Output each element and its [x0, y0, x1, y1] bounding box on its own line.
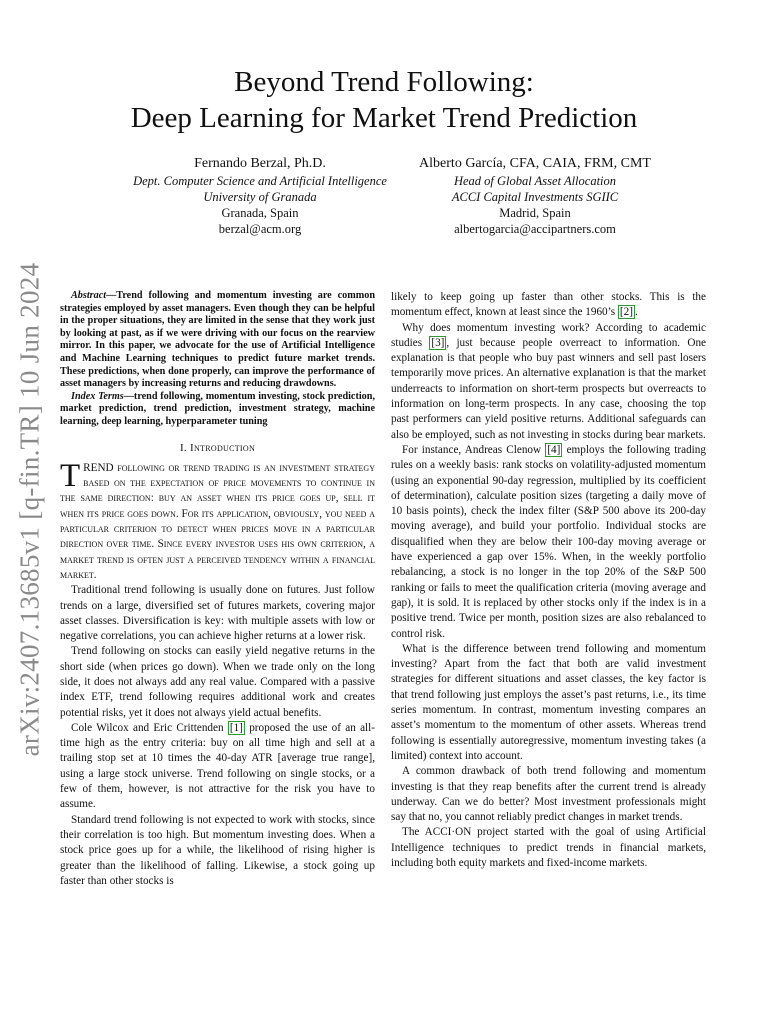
paper-title-line2: Deep Learning for Market Trend Prediction	[130, 102, 638, 134]
paper-title-line1: Beyond Trend Following:	[234, 66, 534, 98]
intro-paragraph-5: Standard trend following is not expected to work with stocks, since their correlation is too high. But momentum investing does. When a stock price goes up for a while, the likelihood of rising higher is greater than the likelihood of falling. Likewise, a stock going up faster than other stocks is	[60, 813, 375, 887]
paper-title	[60, 64, 708, 136]
paragraph-text: likely to keep going up faster than other stocks. This is the momentum effect, known at least since the 1960’s	[391, 291, 706, 319]
section-number: I.	[179, 441, 187, 454]
paragraph-text: employs the following trading rules on a weekly basis: rank stocks on volatility-adjusted momentum (using an exponential 90-day regression, multiplied by its coefficient of determination), calculate position sizes (targeting a daily move of 10 basis points), check the index filter (S&P 500 above its 200-day moving average), and build your portfolio. Individual stocks are disqualified when they are below their 100-day moving average or have experienced a gap over 15%. When, in the weekly portfolio rebalancing, a stock is no longer in the top 20% of the S&P 500 ranking or fails to meet the qualification criteria (moving average and gap), it is sold. It is replaced by other stocks only if the index is in a positive trend. Twice per month, position sizes are also rebalanced to control risk.	[391, 443, 706, 640]
author-name: Alberto García, CFA, CAIA, FRM, CMT	[419, 156, 651, 171]
arxiv-identifier-text: arXiv:2407.13685v1 [q-fin.TR] 10 Jun 2024	[14, 262, 45, 756]
left-column	[60, 290, 375, 889]
paragraph-text: proposed the use of an all-time high as the entry criteria: buy on all time high and sell at a trailing stop set at 10 times the 40-day ATR [average true range], using a large stock universe. Trend following on single stocks, or a few of them, however, is not attractive for the risk you have to assume.	[60, 721, 375, 811]
body-paragraph-5: A common drawback of both trend following and momentum investing is that they reap benefits after the current trend is already underway. Can we do better? Most investment professionals might say that no, you cannot reliably predict changes in market trends.	[391, 765, 706, 824]
body-paragraph-2	[391, 321, 706, 443]
paragraph-text: , just because people overreact to information. One explanation is that people who buy past winners and sell past losers temporarily move prices. An alternative explanation is that the market underreacts to information on short-term prospects but overreacts to information on long-term prospects. In any case, choosing the top past performers can yield positive returns. Additional safeguards can also be employed, such as not investing in stocks during bear markets.	[391, 336, 706, 441]
right-column	[391, 290, 706, 871]
abstract-label: Abstract	[71, 290, 107, 301]
author-location: Granada, Spain	[221, 206, 299, 220]
author-affiliation: Head of Global Asset Allocation	[453, 174, 617, 188]
intro-paragraph-3: Trend following on stocks can easily yield negative returns in the short side (when prices go down). When we trade only on the long side, it does not always add any real value. Compared with a passive index ETF, trend following requires additional work and creates potential risks, yet it does not always yield actual benefits.	[60, 645, 375, 719]
paragraph-text: Why does momentum investing work? According to academic studies	[391, 321, 706, 349]
author-affiliation: Dept. Computer Science and Artificial Intelligence	[133, 174, 387, 188]
intro-paragraph-1	[60, 457, 375, 583]
paragraph-text: Cole Wilcox and Eric Crittenden	[71, 721, 228, 734]
citation-link[interactable]: [4]	[547, 443, 561, 456]
intro-paragraph-1-text: REND following or trend trading is an investment strategy based on the expectation of price movements to continue in the same direction: buy an asset when its price goes up, sell it when its price goes down. For its application, obviously, you need a particular criterion to detect when prices move in a particular direction over time. Since every investor uses his own criterion, a market trend is often just a perceived tendency within a financial market.	[60, 461, 375, 581]
abstract	[60, 290, 375, 391]
author-email[interactable]: berzal@acm.org	[218, 222, 302, 236]
citation-link[interactable]: [1]	[229, 721, 243, 734]
author-email[interactable]: albertogarcia@accipartners.com	[454, 222, 616, 236]
index-terms-text: —trend following, momentum investing, stock prediction, market prediction, trend prediction, investment strategy, machine learning, deep learning, hyperparameter tuning	[60, 390, 375, 427]
drop-cap: T	[60, 457, 81, 494]
abstract-text: —Trend following and momentum investing are common strategies employed by asset managers. Even though they can be helpful in the proper situations, they are limited in the sense that they work just by looking at past, as if we were driving with our focus on the rearview mirror. In this paper, we advocate for the use of Artificial Intelligence and Machine Learning techniques to predict future market trends. These predictions, when done properly, can improve the performance of asset managers by increasing returns and reducing drawdowns.	[60, 290, 375, 390]
body-paragraph-4: What is the difference between trend following and momentum investing? Apart from the fact that both are valid investment strategies for different situations and asset classes, the key factor is that trend following just employs the asset’s past returns, i.e., its time series momentum. In contrast, momentum investing compares an asset’s momentum to the momentum of other assets. Whereas trend following is essentially autoregressive, momentum investing takes (a limited) context into account.	[391, 642, 706, 762]
author-block-1	[110, 155, 410, 237]
citation-link[interactable]: [3]	[431, 336, 445, 349]
author-institution: University of Granada	[203, 190, 317, 204]
intro-paragraph-2: Traditional trend following is usually done on futures. Just follow trends on a large, diversified set of futures markets, covering major asset classes. Diversification is key: with multiple assets with low or negative correlations, you can achieve higher returns at a lower risk.	[60, 584, 375, 643]
index-terms	[60, 391, 375, 429]
author-institution: ACCI Capital Investments SGIIC	[451, 190, 619, 204]
paragraph-text: .	[634, 306, 638, 319]
index-terms-label: Index Terms	[71, 390, 124, 402]
citation-link[interactable]: [2]	[619, 306, 633, 319]
body-paragraph-6: The ACCI·ON project started with the goal of using Artificial Intelligence techniques to predict trends in financial markets, including both equity markets and fixed-income markets.	[391, 826, 706, 869]
body-paragraph-1	[391, 290, 706, 321]
intro-paragraph-4	[60, 721, 375, 813]
section-title: Introduction	[190, 441, 256, 454]
paragraph-text: For instance, Andreas Clenow	[402, 443, 546, 456]
arxiv-identifier-stamp	[8, 262, 52, 756]
author-location: Madrid, Spain	[499, 206, 571, 220]
author-name: Fernando Berzal, Ph.D.	[194, 156, 326, 171]
author-block-2	[385, 155, 685, 237]
body-paragraph-3	[391, 443, 706, 642]
section-heading	[60, 441, 375, 456]
